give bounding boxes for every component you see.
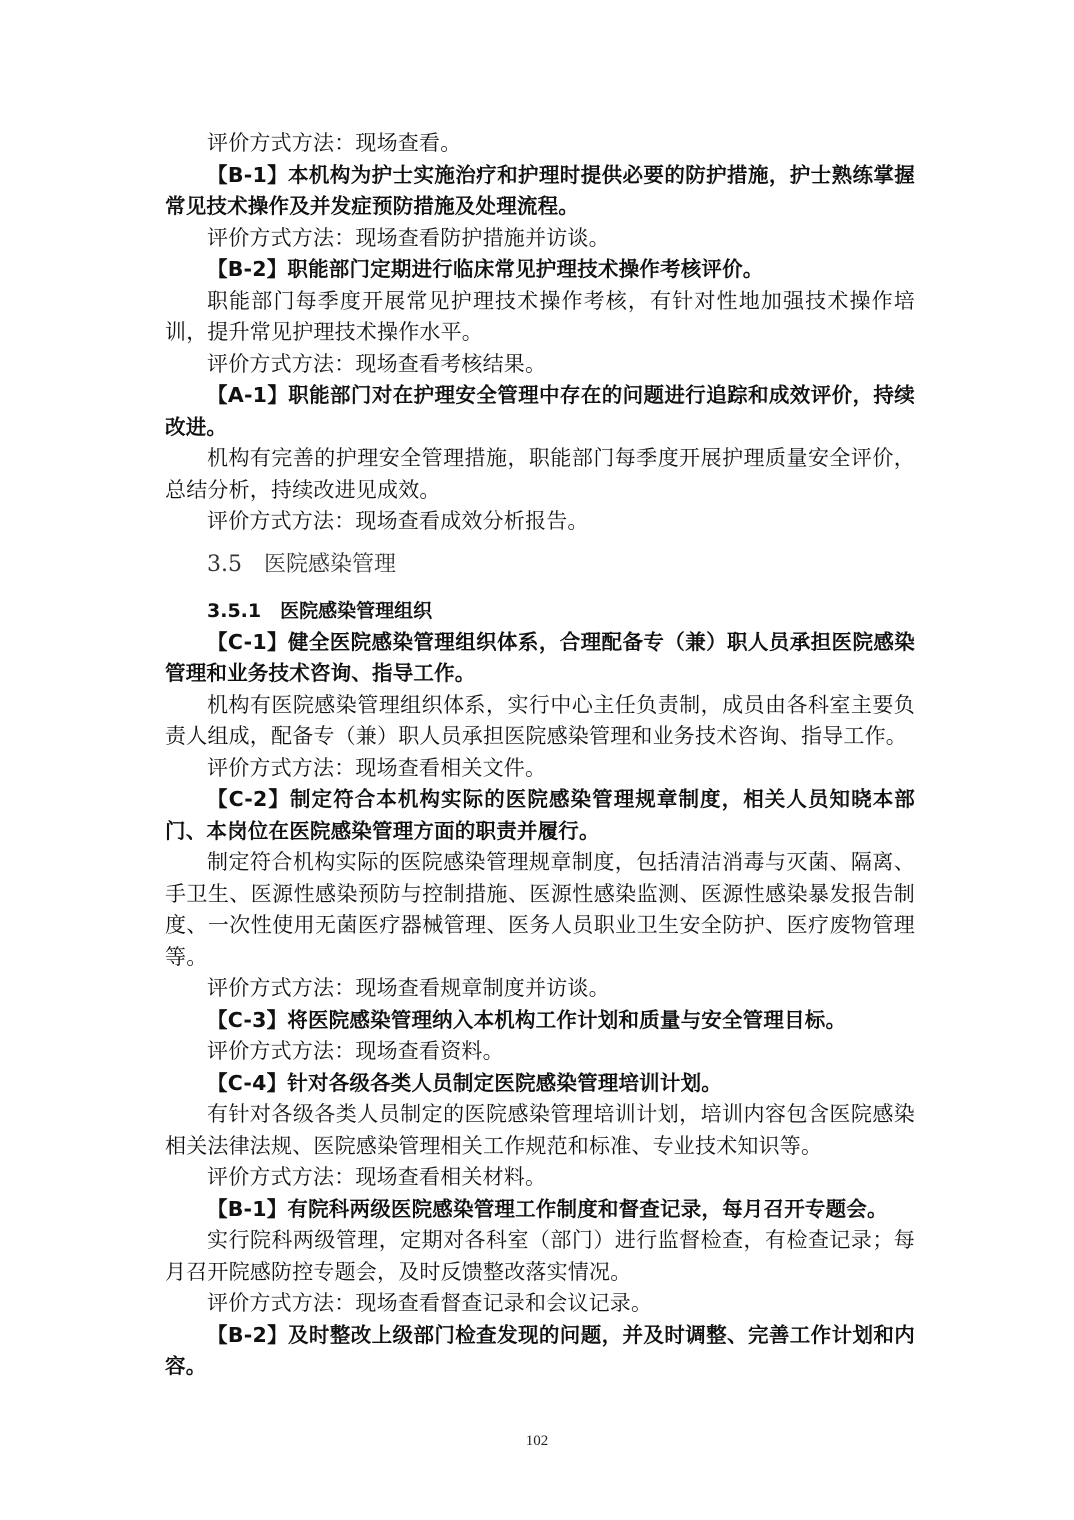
subsection-heading: 3.5.1 医院感染管理组织 <box>207 599 433 622</box>
criterion-heading: 【C-3】将医院感染管理纳入本机构工作计划和质量与安全管理目标。 <box>207 1007 847 1032</box>
page-number: 102 <box>525 1433 549 1449</box>
criterion-heading: 【B-1】有院科两级医院感染管理工作制度和督查记录，每月召开专题会。 <box>207 1196 888 1221</box>
paragraph: 评价方式方法：现场查看考核结果。 <box>207 351 547 376</box>
paragraph: 制定符合机构实际的医院感染管理规章制度，包括清洁消毒与灭菌、隔离、手卫生、医源性感染预防与控制措施、医源性感染监测、医源性感染暴发报告制度、一次性使用无菌医疗器械管理、医务人员职业卫生安全防护、医疗废物管理等。 <box>165 850 915 969</box>
paragraph: 评价方式方法：现场查看防护措施并访谈。 <box>207 225 610 250</box>
paragraph: 有针对各级各类人员制定的医院感染管理培训计划，培训内容包含医院感染相关法律法规、医院感染管理相关工作规范和标准、专业技术知识等。 <box>165 1102 915 1158</box>
criterion-heading: 【A-1】职能部门对在护理安全管理中存在的问题进行追踪和成效评价，持续改进。 <box>165 383 915 439</box>
criterion-heading: 【C-1】健全医院感染管理组织体系，合理配备专（兼）职人员承担医院感染管理和业务技术咨询、指导工作。 <box>165 629 915 685</box>
criterion-heading: 【B-1】本机构为护士实施治疗和护理时提供必要的防护措施，护士熟练掌握常见技术操作及并发症预防措施及处理流程。 <box>165 162 915 218</box>
document-body <box>165 128 915 1383</box>
paragraph: 评价方式方法：现场查看资料。 <box>207 1039 504 1063</box>
paragraph: 评价方式方法：现场查看相关文件。 <box>207 755 547 780</box>
paragraph: 机构有医院感染管理组织体系，实行中心主任负责制，成员由各科室主要负责人组成，配备专（兼）职人员承担医院感染管理和业务技术咨询、指导工作。 <box>165 692 915 748</box>
paragraph: 评价方式方法：现场查看规章制度并访谈。 <box>207 976 610 1000</box>
criterion-heading: 【C-4】针对各级各类人员制定医院感染管理培训计划。 <box>207 1070 722 1095</box>
section-heading: 3.5 医院感染管理 <box>207 551 396 577</box>
paragraph: 职能部门每季度开展常见护理技术操作考核，有针对性地加强技术操作培训，提升常见护理技术操作水平。 <box>165 288 915 344</box>
paragraph: 机构有完善的护理安全管理措施，职能部门每季度开展护理质量安全评价，总结分析，持续改进见成效。 <box>165 446 915 502</box>
paragraph: 评价方式方法：现场查看相关材料。 <box>207 1165 547 1189</box>
criterion-heading: 【B-2】职能部门定期进行临床常见护理技术操作考核评价。 <box>207 257 764 281</box>
criterion-heading: 【C-2】制定符合本机构实际的医院感染管理规章制度，相关人员知晓本部门、本岗位在医院感染管理方面的职责并履行。 <box>165 787 915 843</box>
paragraph: 实行院科两级管理，定期对各科室（部门）进行监督检查，有检查记录；每月召开院感防控专题会，及时反馈整改落实情况。 <box>165 1228 915 1284</box>
paragraph: 评价方式方法：现场查看。 <box>207 131 462 155</box>
criterion-heading: 【B-2】及时整改上级部门检查发现的问题，并及时调整、完善工作计划和内容。 <box>165 1322 915 1378</box>
paragraph: 评价方式方法：现场查看督查记录和会议记录。 <box>207 1291 653 1315</box>
paragraph: 评价方式方法：现场查看成效分析报告。 <box>207 509 589 533</box>
